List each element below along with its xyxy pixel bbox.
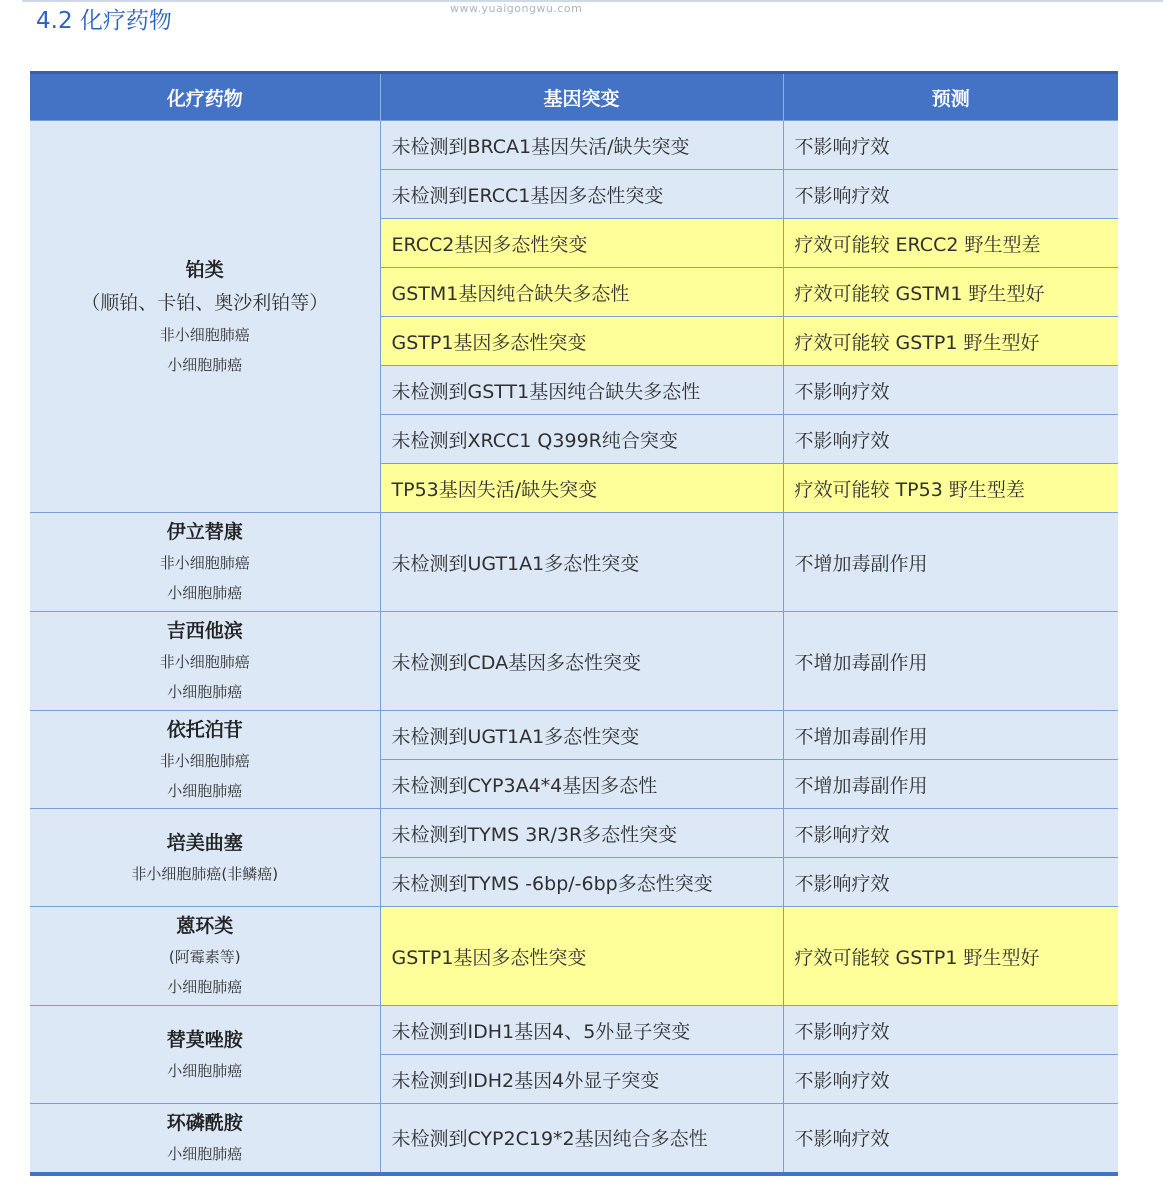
prediction-cell-highlighted: 疗效可能较 GSTP1 野生型好 xyxy=(783,317,1118,366)
header-gene-mutation: 基因突变 xyxy=(380,73,783,121)
prediction-cell: 不影响疗效 xyxy=(783,170,1118,219)
drug-name: 蒽环类 xyxy=(176,915,234,937)
drug-name: 替莫唑胺 xyxy=(166,1028,243,1051)
drug-examples: （顺铂、卡铂、奥沙利铂等） xyxy=(81,291,329,314)
prediction-cell: 不影响疗效 xyxy=(783,809,1118,858)
prediction-cell: 不影响疗效 xyxy=(783,121,1118,170)
gene-cell: 未检测到XRCC1 Q399R纯合突变 xyxy=(380,415,783,464)
gene-cell: 未检测到UGT1A1多态性突变 xyxy=(380,711,783,760)
indication: 小细胞肺癌 xyxy=(167,978,243,996)
drug-name: 吉西他滨 xyxy=(166,620,243,642)
drug-cell-temozolomide xyxy=(30,1006,380,1104)
table-header-row xyxy=(30,73,1118,121)
gene-cell: 未检测到ERCC1基因多态性突变 xyxy=(380,170,783,219)
prediction-cell-highlighted: 疗效可能较 TP53 野生型差 xyxy=(783,464,1118,513)
table-row xyxy=(30,1006,1118,1055)
table-row xyxy=(30,612,1118,711)
drug-name: 依托泊苷 xyxy=(166,718,243,741)
prediction-cell: 不增加毒副作用 xyxy=(783,711,1118,760)
indication: 非小细胞肺癌 xyxy=(159,554,250,572)
table-row xyxy=(30,513,1118,612)
gene-cell: 未检测到IDH2基因4外显子突变 xyxy=(380,1055,783,1104)
drug-cell-anthracycline xyxy=(30,907,380,1006)
gene-cell: 未检测到TYMS 3R/3R多态性突变 xyxy=(380,809,783,858)
drug-examples: (阿霉素等) xyxy=(168,948,241,966)
gene-cell-highlighted: GSTP1基因多态性突变 xyxy=(380,907,783,1006)
watermark: www.yuaigongwu.com xyxy=(450,2,583,15)
drug-name: 培美曲塞 xyxy=(166,831,243,854)
top-divider xyxy=(22,0,1163,2)
gene-cell: 未检测到CDA基因多态性突变 xyxy=(380,612,783,711)
gene-cell: 未检测到CYP2C19*2基因纯合多态性 xyxy=(380,1104,783,1174)
drug-cell-etoposide xyxy=(30,711,380,809)
prediction-cell-highlighted: 疗效可能较 GSTP1 野生型好 xyxy=(783,907,1118,1006)
gene-cell: 未检测到UGT1A1多态性突变 xyxy=(380,513,783,612)
indication: 小细胞肺癌 xyxy=(167,355,243,374)
gene-cell: 未检测到GSTT1基因纯合缺失多态性 xyxy=(380,366,783,415)
section-title: 4.2 化疗药物 xyxy=(36,8,172,34)
gene-cell: 未检测到BRCA1基因失活/缺失突变 xyxy=(380,121,783,170)
drug-cell-gemcitabine xyxy=(30,612,380,711)
prediction-cell: 不影响疗效 xyxy=(783,366,1118,415)
header-drug: 化疗药物 xyxy=(30,73,380,121)
prediction-cell: 不增加毒副作用 xyxy=(783,513,1118,612)
gene-cell-highlighted: GSTP1基因多态性突变 xyxy=(380,317,783,366)
prediction-cell: 不影响疗效 xyxy=(783,1104,1118,1174)
drug-cell-cyclophosphamide xyxy=(30,1104,380,1174)
indication: 小细胞肺癌 xyxy=(167,683,243,701)
indication: 非小细胞肺癌(非鳞癌) xyxy=(131,864,279,883)
table-row xyxy=(30,809,1118,858)
gene-cell: 未检测到IDH1基因4、5外显子突变 xyxy=(380,1006,783,1055)
gene-cell-highlighted: ERCC2基因多态性突变 xyxy=(380,219,783,268)
drug-cell-platinum xyxy=(30,121,380,513)
table-row xyxy=(30,121,1118,170)
table-row xyxy=(30,711,1118,760)
prediction-cell: 不影响疗效 xyxy=(783,1006,1118,1055)
indication: 非小细胞肺癌 xyxy=(159,325,250,344)
gene-cell: 未检测到TYMS -6bp/-6bp多态性突变 xyxy=(380,858,783,907)
prediction-cell-highlighted: 疗效可能较 GSTM1 野生型好 xyxy=(783,268,1118,317)
indication: 小细胞肺癌 xyxy=(167,1144,243,1163)
prediction-cell: 不影响疗效 xyxy=(783,415,1118,464)
indication: 非小细胞肺癌 xyxy=(159,653,250,671)
drug-name: 铂类 xyxy=(185,258,224,281)
indication: 非小细胞肺癌 xyxy=(159,751,250,770)
gene-cell-highlighted: GSTM1基因纯合缺失多态性 xyxy=(380,268,783,317)
prediction-cell-highlighted: 疗效可能较 ERCC2 野生型差 xyxy=(783,219,1118,268)
indication: 小细胞肺癌 xyxy=(167,781,243,800)
drug-name: 伊立替康 xyxy=(166,521,243,543)
indication: 小细胞肺癌 xyxy=(167,584,243,602)
indication: 小细胞肺癌 xyxy=(167,1061,243,1080)
prediction-cell: 不增加毒副作用 xyxy=(783,612,1118,711)
table-row xyxy=(30,907,1118,1006)
prediction-cell: 不增加毒副作用 xyxy=(783,760,1118,809)
drug-cell-pemetrexed xyxy=(30,809,380,907)
prediction-cell: 不影响疗效 xyxy=(783,858,1118,907)
chemotherapy-table xyxy=(30,71,1118,1176)
drug-cell-irinotecan xyxy=(30,513,380,612)
drug-name: 环磷酰胺 xyxy=(166,1111,243,1134)
header-prediction: 预测 xyxy=(783,73,1118,121)
gene-cell-highlighted: TP53基因失活/缺失突变 xyxy=(380,464,783,513)
table-row xyxy=(30,1104,1118,1174)
prediction-cell: 不影响疗效 xyxy=(783,1055,1118,1104)
gene-cell: 未检测到CYP3A4*4基因多态性 xyxy=(380,760,783,809)
